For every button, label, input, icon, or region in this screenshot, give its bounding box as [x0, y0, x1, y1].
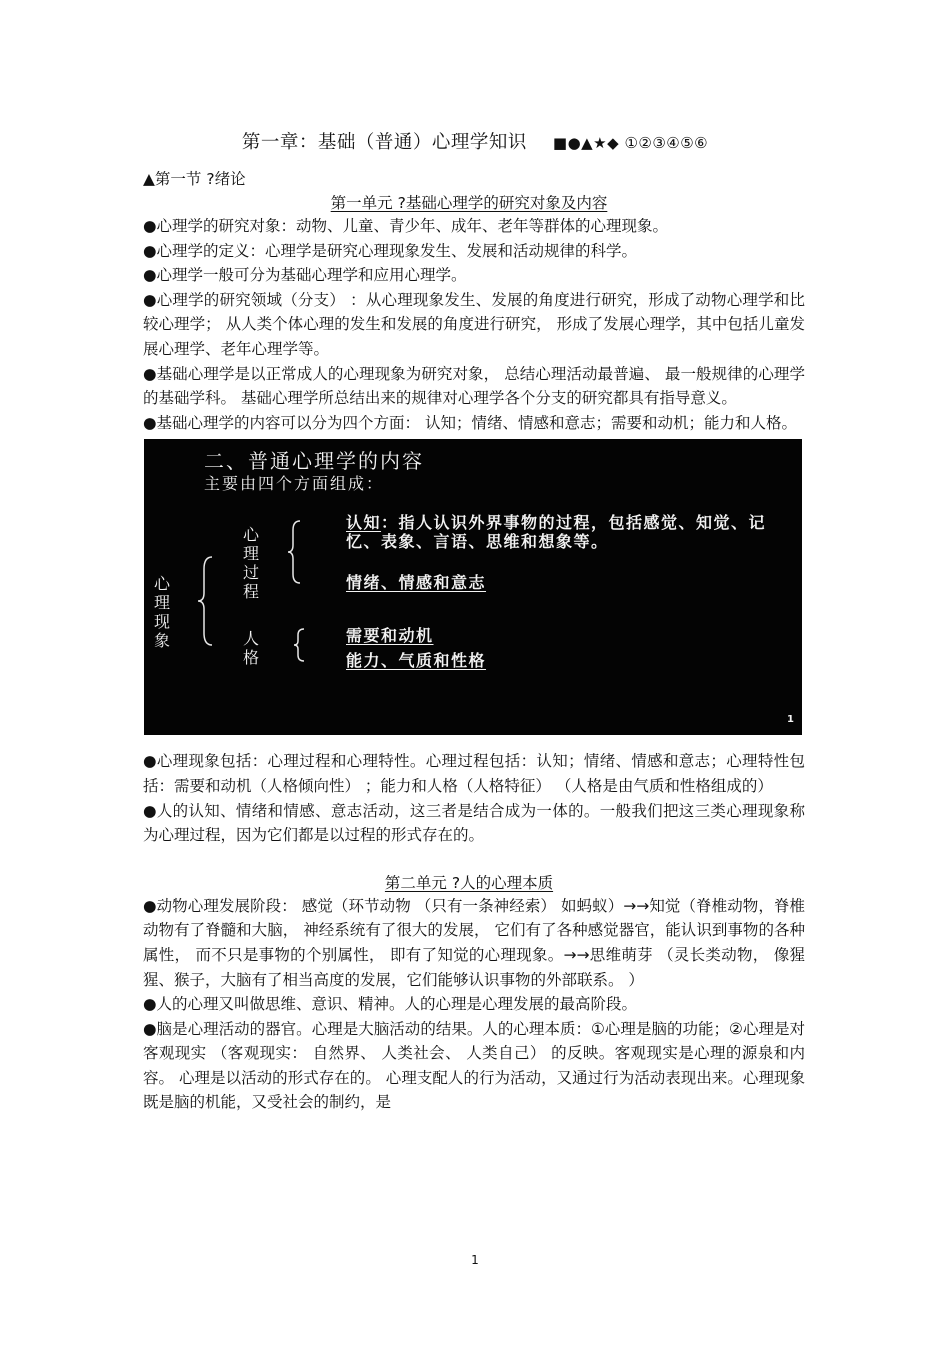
page-number: 1	[471, 1253, 479, 1267]
paragraph: ●心理现象包括：心理过程和心理特性。心理过程包括：认知；情绪、情感和意志；心理特性包括：需要和动机（人格倾向性） ；能力和人格（人格特征） （人格是由气质和性格组成的）	[143, 752, 805, 795]
document-body	[143, 168, 805, 1115]
brace-process-icon	[288, 519, 302, 585]
slide-subtitle: 主要由四个方面组成：	[204, 474, 385, 494]
slide-branch1-label: 心理过程	[242, 525, 259, 602]
brace-root-icon	[198, 555, 214, 647]
paragraph: ●心理学一般可分为基础心理学和应用心理学。	[143, 266, 467, 285]
slide-title: 二、普通心理学的内容	[204, 449, 424, 474]
spacer	[143, 848, 805, 870]
paragraph: ●心理学的研究对象：动物、儿童、青少年、成年、老年等群体的心理现象。	[143, 217, 669, 235]
paragraph: ●心理学的研究领域（分支） ：从心理现象发生、发展的角度进行研究，形成了动物心理学和比较心理学； 从人类个体心理的发生和发展的角度进行研究， 形成了发展心理学，其中包括儿童发展心理学、老年心理学等。	[143, 290, 805, 358]
unit-heading-2-text: 第二单元 ?人的心理本质	[384, 873, 554, 892]
unit-heading-1	[143, 192, 805, 214]
slide-figure	[144, 439, 802, 735]
cognition-desc: ：指人认识外界事物的过程，包括感觉、知觉、记忆、表象、言语、思维和想象等。	[346, 513, 767, 552]
paragraph: ●基础心理学是以正常成人的心理现象为研究对象， 总结心理活动最普遍、 最一般规律的心理学的基础学科。 基础心理学所总结出来的规律对心理学各个分支的研究都具有指导意义。	[143, 364, 805, 408]
slide-root-label: 心理现象	[153, 574, 170, 651]
unit-heading-2	[143, 872, 805, 894]
slide-ability: 能力、气质和性格	[346, 651, 487, 671]
paragraph: ●动物心理发展阶段： 感觉（环节动物 （只有一条神经索） 如蚂蚁）→→知觉（脊椎动物，脊椎动物有了脊髓和大脑， 神经系统有了很大的发展， 它们有了各种感觉器官，能认识到事物的各种属性， 而不只是事物的个别属性， 即有了知觉的心理现象。→→思维萌芽 （灵长类动物， 像猩猩、猴子，大脑有了相当高度的发展，它们能够认识事物的外部联系。 ）	[143, 896, 805, 989]
chapter-title-text: 第一章：基础（普通）心理学知识	[241, 132, 527, 153]
paragraph: ●基础心理学的内容可以分为四个方面： 认知；情绪、情感和意志；需要和动机；能力和人格。	[143, 413, 797, 432]
paragraph: ●人的心理又叫做思维、意识、精神。人的心理是心理发展的最高阶段。	[143, 995, 638, 1014]
paragraph: ●心理学的定义：心理学是研究心理现象发生、发展和活动规律的科学。	[143, 241, 638, 260]
slide-needs: 需要和动机	[346, 626, 434, 646]
title-symbols: ■●▲★◆ ①②③④⑤⑥	[552, 134, 709, 152]
paragraph: ●脑是心理活动的器官。心理是大脑活动的结果。人的心理本质：①心理是脑的功能；②心理是对客观现实 （客观现实： 自然界、 人类社会、 人类自己） 的反映。客观现实是心理的源泉和内容。 心理是以活动的形式存在的。 心理支配人的行为活动，又通过行为活动表现出来。心理现象既是脑的机能，又受社会的制约，是	[143, 1019, 805, 1112]
slide-page-number: 1	[787, 714, 794, 726]
slide-emotion: 情绪、情感和意志	[346, 573, 487, 593]
unit-heading-1-text: 第一单元 ?基础心理学的研究对象及内容	[330, 194, 608, 212]
chapter-title	[0, 128, 950, 154]
slide-branch2-label: 人格	[242, 629, 259, 668]
paragraph: ●人的认知、情绪和情感、意志活动，这三者是结合成为一体的。一般我们把这三类心理现象称为心理过程，因为它们都是以过程的形式存在的。	[143, 801, 805, 845]
slide-cognition	[346, 513, 786, 551]
brace-personality-icon	[294, 627, 306, 663]
section-heading: ▲第一节 ?绪论	[143, 170, 246, 188]
cognition-term: 认知	[346, 513, 382, 533]
